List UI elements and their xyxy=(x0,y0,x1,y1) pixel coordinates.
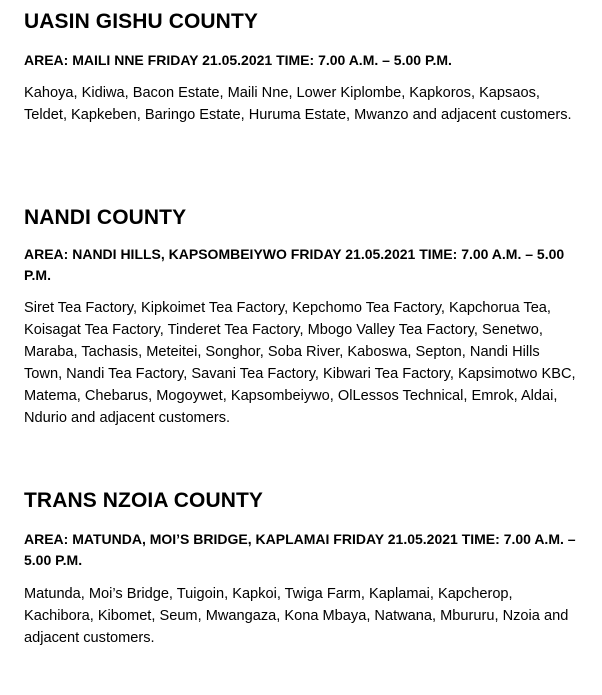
area-schedule: AREA: NANDI HILLS, KAPSOMBEIYWO FRIDAY 21.05.2021 TIME: 7.00 A.M. – 5.00 P.M. xyxy=(24,246,565,283)
affected-places: Matunda, Moi’s Bridge, Tuigoin, Kapkoi, Twiga Farm, Kaplamai, Kapcherop, Kachibora, Kibomet, Seum, Mwangaza, Kona Mbaya, Natwana, Mbururu, Nzoia and adjacent customers. xyxy=(24,586,569,646)
area-schedule: AREA: MAILI NNE FRIDAY 21.05.2021 TIME: 7.00 A.M. – 5.00 P.M. xyxy=(24,52,452,68)
affected-places: Siret Tea Factory, Kipkoimet Tea Factory, Kepchomo Tea Factory, Kapchorua Tea, Koisagat Tea Factory, Tinderet Tea Factory, Mbogo Valley Tea Factory, Senetwo, Maraba, Tachasis, Meteitei, Songhor, Soba River, Kaboswa, Septon, Nandi Hills Town, Nandi Tea Factory, Savani Tea Factory, Kibwari Tea Factory, Kapsimotwo KBC, Matema, Chebarus, Mogoywet, Kapsombeiywo, OlLessos Technical, Emrok, Aldai, Ndurio and adjacent customers. xyxy=(24,300,576,426)
county-heading: NANDI COUNTY xyxy=(24,206,187,229)
county-section-uasin-gishu xyxy=(24,8,580,123)
county-section-trans-nzoia xyxy=(24,487,580,646)
affected-places: Kahoya, Kidiwa, Bacon Estate, Maili Nne, Lower Kiplombe, Kapkoros, Kapsaos, Teldet, Kapkeben, Baringo Estate, Huruma Estate, Mwanzo and adjacent customers. xyxy=(24,85,572,123)
county-section-nandi xyxy=(24,204,580,426)
county-heading: UASIN GISHU COUNTY xyxy=(24,10,258,33)
county-heading: TRANS NZOIA COUNTY xyxy=(24,489,264,512)
area-schedule: AREA: MATUNDA, MOI’S BRIDGE, KAPLAMAI FRIDAY 21.05.2021 TIME: 7.00 A.M. – 5.00 P.M. xyxy=(24,531,576,568)
